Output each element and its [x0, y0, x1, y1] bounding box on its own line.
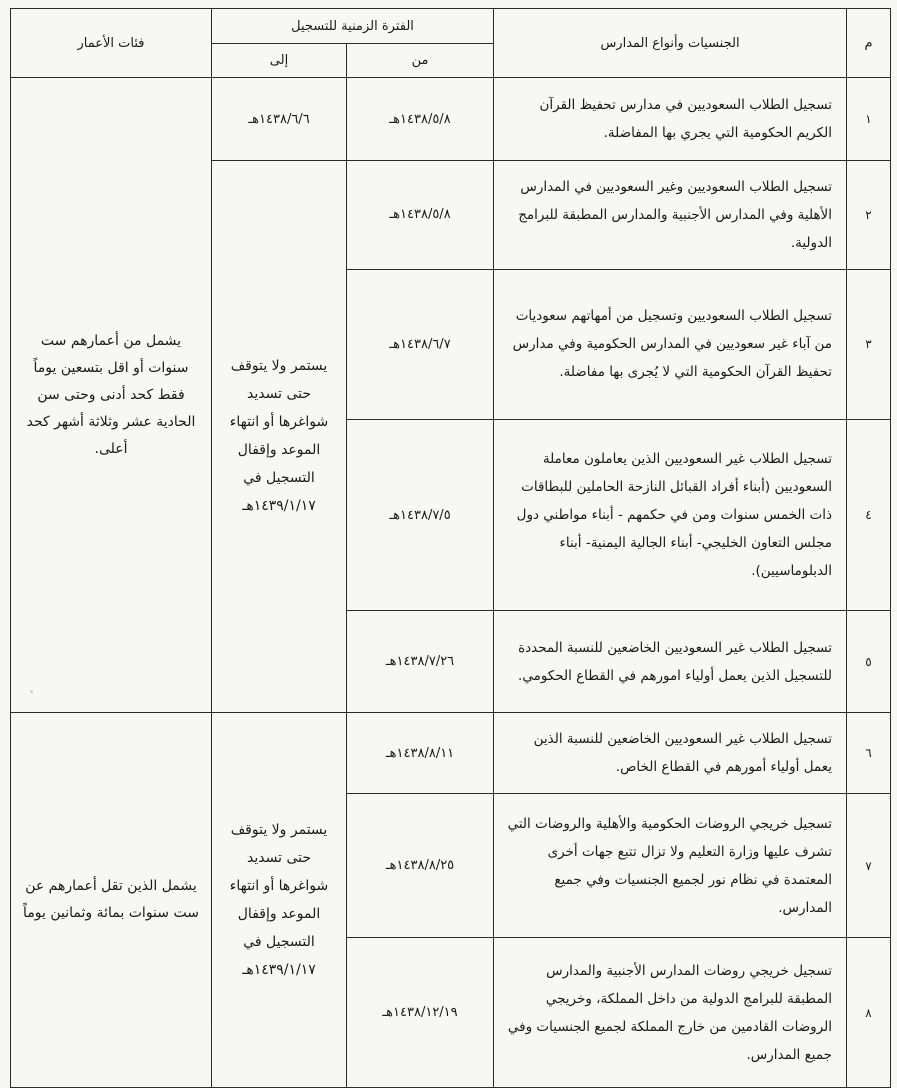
row-number: ١ [847, 78, 891, 160]
age-group-1: يشمل من أعمارهم ست سنوات أو اقل بتسعين يوماً فقط كحد أدنى وحتى سن الحادية عشر وثلاثة أشهر كحد أعلى. [11, 78, 212, 713]
registration-end-group-1: يستمر ولا يتوقف حتى تسديد شواغرها أو انتهاء الموعد وإقفال التسجيل في ١٤٣٩/١/١٧هـ [212, 160, 347, 712]
row-number: ٣ [847, 269, 891, 420]
row-number: ٦ [847, 712, 891, 793]
header-num: م [847, 9, 891, 78]
row-description: تسجيل خريجي روضات المدارس الأجنبية والمدارس المطبقة للبرامج الدولية من داخل المملكة، وخريجي الروضات القادمين من خارج المملكة لجميع الجنسيات وفي جميع المدارس. [494, 938, 847, 1088]
row-from-date: ١٤٣٨/٨/٢٥هـ [347, 794, 494, 938]
table-row [11, 712, 891, 793]
row-number: ٧ [847, 794, 891, 938]
row-number: ٨ [847, 938, 891, 1088]
row-from-date: ١٤٣٨/٥/٨هـ [347, 160, 494, 269]
row-number: ٥ [847, 611, 891, 712]
header-types: الجنسيات وأنواع المدارس [494, 9, 847, 78]
header-period: الفترة الزمنية للتسجيل [212, 9, 494, 44]
row-description: تسجيل الطلاب غير السعوديين الخاضعين للنسبة الذين يعمل أولياء أمورهم في القطاع الخاص. [494, 712, 847, 793]
header-from: من [347, 44, 494, 78]
scan-speck [30, 690, 33, 693]
row-from-date: ١٤٣٨/٥/٨هـ [347, 78, 494, 160]
row-number: ٢ [847, 160, 891, 269]
row-description: تسجيل الطلاب غير السعوديين الذين يعاملون معاملة السعوديين (أبناء أفراد القبائل النازحة الحاملين للبطاقات ذات الخمس سنوات ومن في حكمهم - أبناء مواطني دول مجلس التعاون الخليجي- أبناء الجالية اليمنية- أبناء الدبلوماسيين). [494, 420, 847, 611]
age-group-2: يشمل الذين تقل أعمارهم عن ست سنوات بمائة وثمانين يوماً [11, 712, 212, 1087]
row-description: تسجيل الطلاب السعوديين في مدارس تحفيظ القرآن الكريم الحكومية التي يجري بها المفاضلة. [494, 78, 847, 160]
row-from-date: ١٤٣٨/٨/١١هـ [347, 712, 494, 793]
row-from-date: ١٤٣٨/٦/٧هـ [347, 269, 494, 420]
header-ages: فئات الأعمار [11, 9, 212, 78]
row-number: ٤ [847, 420, 891, 611]
row-from-date: ١٤٣٨/١٢/١٩هـ [347, 938, 494, 1088]
row-description: تسجيل الطلاب غير السعوديين الخاضعين للنسبة المحددة للتسجيل الذين يعمل أولياء امورهم في القطاع الحكومي. [494, 611, 847, 712]
row-description: تسجيل خريجي الروضات الحكومية والأهلية والروضات التي تشرف عليها وزارة التعليم ولا تزال تتبع جهات أخرى المعتمدة في نظام نور لجميع الجنسيات وفي جميع المدارس. [494, 794, 847, 938]
row-from-date: ١٤٣٨/٧/٢٦هـ [347, 611, 494, 712]
row-description: تسجيل الطلاب السعوديين وغير السعوديين في المدارس الأهلية وفي المدارس الأجنبية والمدارس المطبقة للبرامج الدولية. [494, 160, 847, 269]
registration-schedule-table [10, 8, 891, 1088]
header-to: إلى [212, 44, 347, 78]
header-row [11, 9, 891, 44]
registration-end-group-2: يستمر ولا يتوقف حتى تسديد شواغرها أو انتهاء الموعد وإقفال التسجيل في ١٤٣٩/١/١٧هـ [212, 712, 347, 1087]
row-description: تسجيل الطلاب السعوديين وتسجيل من أمهاتهم سعوديات من آباء غير سعوديين في المدارس الحكومية وفي مدارس تحفيظ القرآن الحكومية التي لا يُجرى بها مفاضلة. [494, 269, 847, 420]
row-to-date: ١٤٣٨/٦/٦هـ [212, 78, 347, 160]
row-from-date: ١٤٣٨/٧/٥هـ [347, 420, 494, 611]
table-row [11, 78, 891, 160]
